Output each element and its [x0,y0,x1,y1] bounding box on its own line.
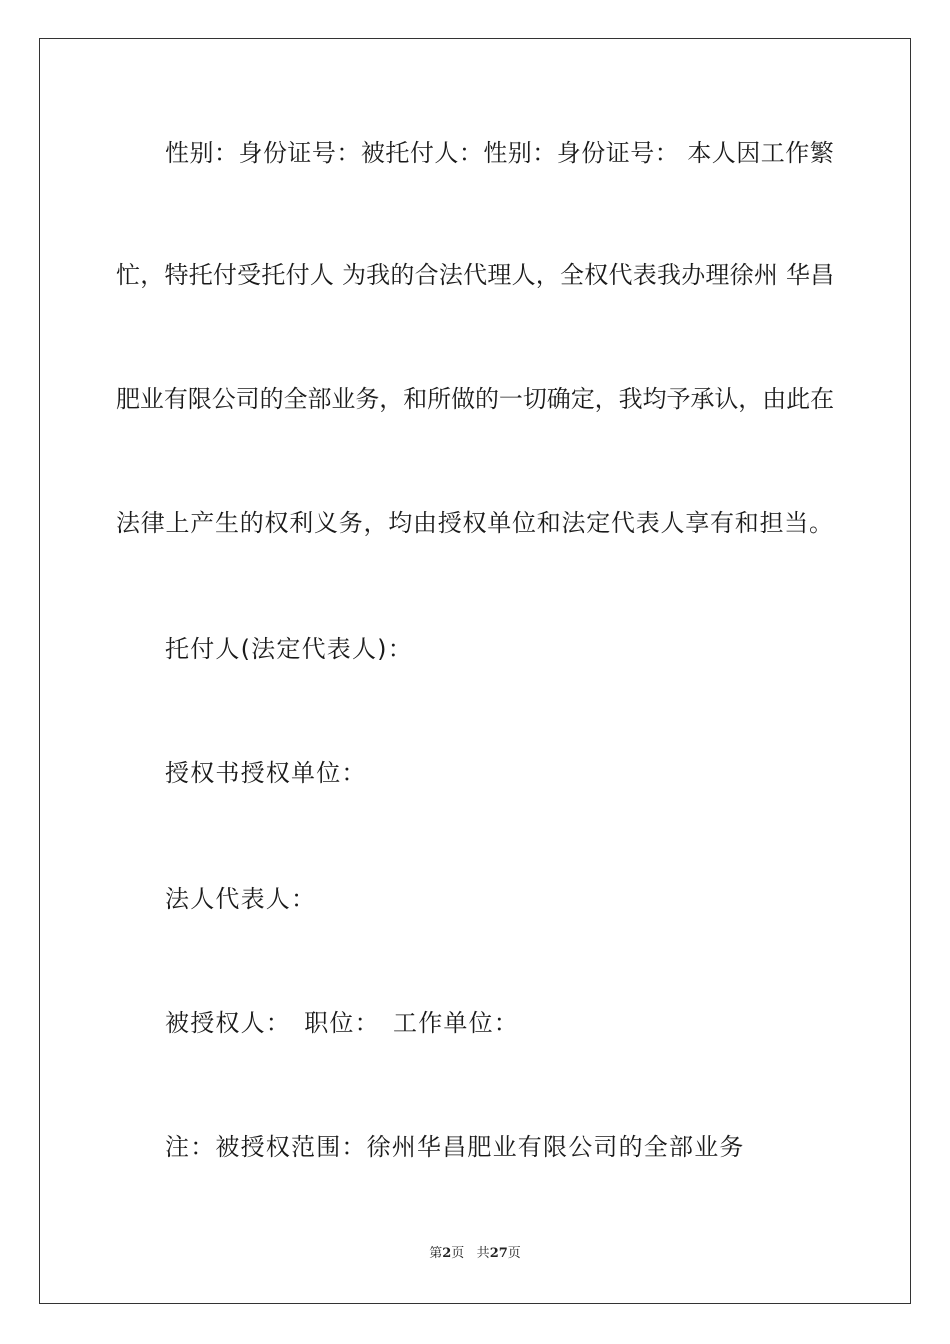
page-border [39,38,911,1304]
principal-label: 托付人(法定代表人)： [165,635,413,663]
total-prefix: 共 [476,1246,490,1261]
paragraph-line-3: 肥业有限公司的全部业务，和所做的一切确定，我均予承认，由此在 [116,385,834,413]
paragraph-line-4: 法律上产生的权利义务，均由授权单位和法定代表人享有和担当。 [116,509,834,537]
paragraph-line-1: 性别：身份证号：被托付人：性别：身份证号： 本人因工作繁 [165,139,835,167]
authorization-scope-note: 注：被授权范围：徐州华昌肥业有限公司的全部业务 [165,1133,745,1161]
page-prefix: 第 [429,1246,443,1261]
total-pages: 27 [489,1246,508,1261]
total-suffix: 页 [507,1246,521,1261]
page-number: 2 [442,1246,452,1261]
page-footer [0,1245,950,1263]
page-suffix: 页 [451,1246,465,1261]
legal-representative-label: 法人代表人： [165,885,317,913]
paragraph-line-2: 忙，特托付受托付人 为我的合法代理人，全权代表我办理徐州 华昌 [116,261,835,289]
authorizing-unit-label: 授权书授权单位： [165,759,367,787]
authorized-person-line: 被授权人： 职位： 工作单位： [165,1009,519,1037]
